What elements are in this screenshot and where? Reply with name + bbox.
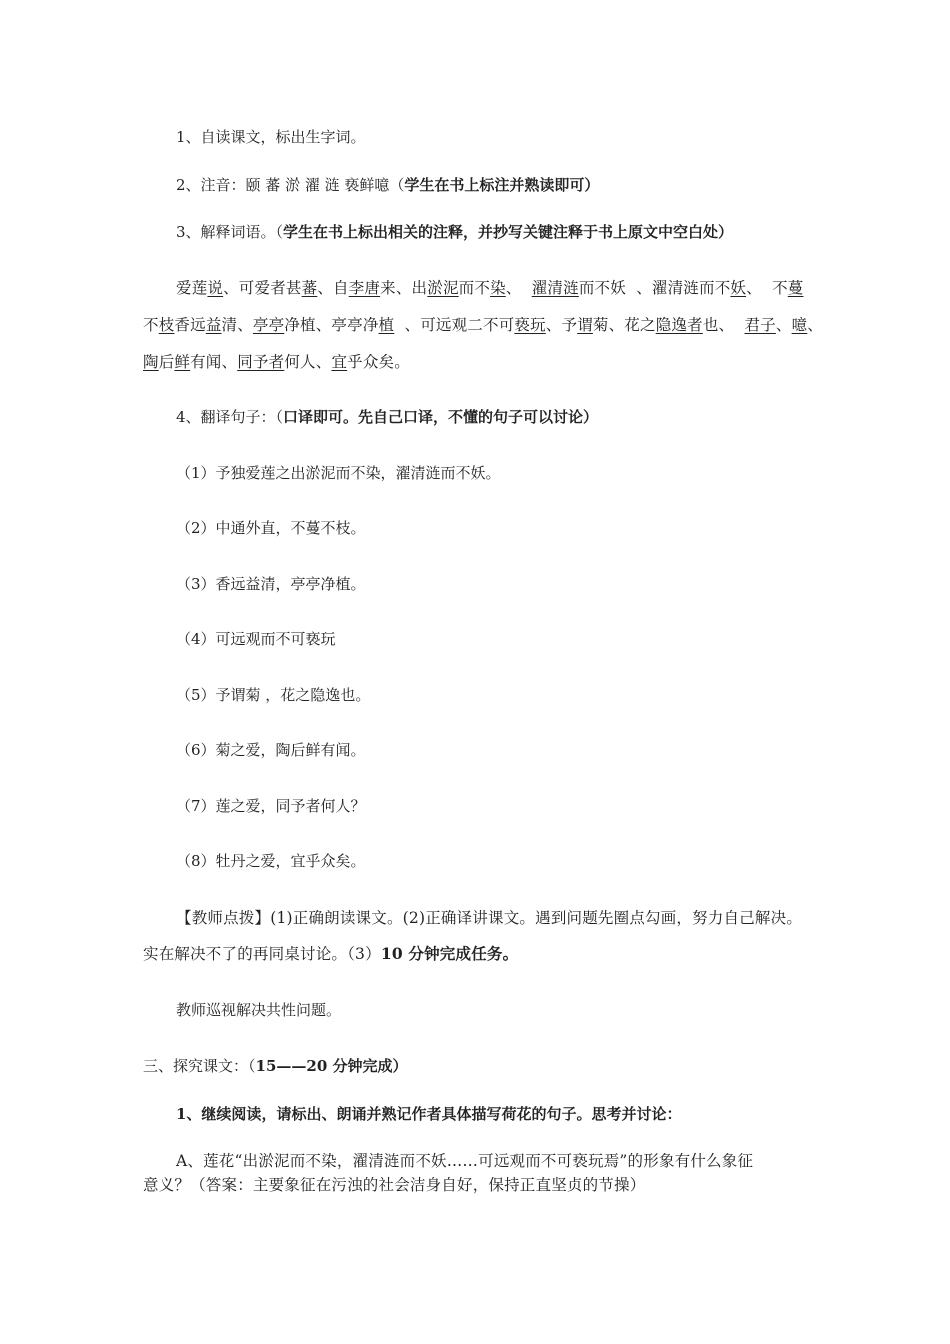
sentence-5: （5）予谓菊 ，花之隐逸也。 (176, 686, 371, 704)
sentence-3: （3）香远益清，亭亭净植。 (176, 575, 366, 593)
sentence-2: （2）中通外直，不蔓不枝。 (176, 519, 366, 537)
teacher-patrol: 教师巡视解决共性问题。 (176, 1001, 342, 1019)
item-4-translate: 4、翻译句子：（口译即可。先自己口译，不懂的句子可以讨论） (176, 408, 599, 426)
sentence-7: （7）莲之爱，同予者何人？ (176, 797, 366, 815)
section-3-heading: 三、探究课文：（15——20 分钟完成） (143, 1057, 408, 1075)
question-a-line-2: 意义？（答案：主要象征在污浊的社会洁身自好，保持正直坚贞的节操） (143, 1176, 646, 1194)
sentence-1: （1）予独爱莲之出淤泥而不染，濯清涟而不妖。 (176, 464, 501, 482)
sentence-4: （4）可远观而不可亵玩 (176, 630, 336, 648)
vocab-line-1: 爱莲说、可爱者甚蕃、自李唐来、出淤泥而不染、 濯清涟而不妖 、濯清涟而不妖、 不蔓 (176, 279, 804, 297)
item-1: 1、自读课文，标出生字词。 (176, 128, 366, 146)
item-3-explain-words: 3、解释词语。（学生在书上标出相关的注释，并抄写关键注释于书上原文中空白处） (176, 223, 734, 241)
vocab-line-2: 不枝香远益清、亭亭净植、亭亭净植 、可远观二不可亵玩、予谓菊、花之隐逸者也、 君子、噫、 (143, 316, 823, 334)
teacher-tip-line-2: 实在解决不了的再同桌讨论。（3）10 分钟完成任务。 (143, 944, 519, 963)
teacher-tip-line-1: 【教师点拨】(1)正确朗读课文。(2)正确译讲课文。遇到问题先圈点勾画，努力自己解决。 (176, 909, 803, 927)
item-2-pinyin: 2、注音：颐 蕃 淤 濯 涟 亵鲜噫（学生在书上标注并熟读即可） (176, 176, 600, 194)
sentence-6: （6）菊之爱，陶后鲜有闻。 (176, 741, 366, 759)
task-1: 1、继续阅读，请标出、朗诵并熟记作者具体描写荷花的句子。思考并讨论： (176, 1105, 682, 1123)
sentence-8: （8）牡丹之爱，宜乎众矣。 (176, 852, 366, 870)
vocab-line-3: 陶后鲜有闻、同予者何人、宜乎众矣。 (143, 353, 410, 371)
question-a-line-1: A、莲花“出淤泥而不染，濯清涟而不妖……可远观而不可亵玩焉”的形象有什么象征 (176, 1152, 754, 1170)
